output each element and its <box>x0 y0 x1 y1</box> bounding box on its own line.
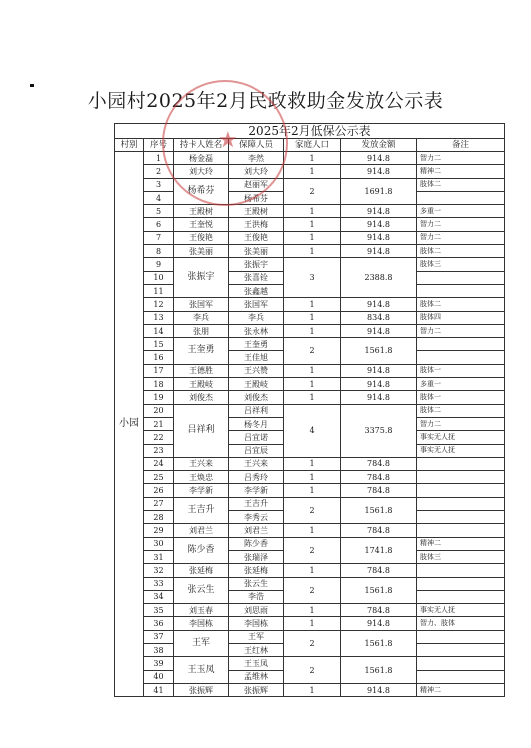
seq-cell: 24 <box>144 457 174 470</box>
note-cell: 肢体二 <box>417 404 505 417</box>
table-row <box>115 165 505 178</box>
amount-cell: 784.8 <box>341 471 417 484</box>
member-cell: 王兴来 <box>229 457 284 470</box>
seq-cell: 16 <box>144 351 174 364</box>
table-row <box>115 564 505 577</box>
note-cell: 精神二 <box>417 165 505 178</box>
member-cell: 张永林 <box>229 324 284 337</box>
member-cell: 李然 <box>229 152 284 165</box>
amount-cell: 1561.8 <box>341 497 417 524</box>
table-row <box>115 218 505 231</box>
people-cell: 2 <box>284 537 341 564</box>
table-row <box>115 364 505 377</box>
note-cell <box>417 484 505 497</box>
seq-cell: 23 <box>144 444 174 457</box>
amount-cell: 784.8 <box>341 604 417 617</box>
people-cell: 2 <box>284 630 341 657</box>
people-cell: 1 <box>284 324 341 337</box>
holder-cell: 王焕忠 <box>174 471 229 484</box>
amount-cell: 914.8 <box>341 231 417 244</box>
table-row <box>115 391 505 404</box>
member-cell: 李国栋 <box>229 617 284 630</box>
people-cell: 1 <box>284 683 341 696</box>
amount-cell: 914.8 <box>341 245 417 258</box>
amount-cell: 1691.8 <box>341 178 417 205</box>
amount-cell: 914.8 <box>341 152 417 165</box>
table-row <box>115 657 505 670</box>
holder-cell: 陈少香 <box>174 537 229 564</box>
seq-cell: 26 <box>144 484 174 497</box>
people-cell: 1 <box>284 524 341 537</box>
table-row <box>115 311 505 324</box>
holder-cell: 杨金磊 <box>174 152 229 165</box>
note-cell <box>417 351 505 364</box>
table-row <box>115 683 505 696</box>
member-cell: 王吉升 <box>229 497 284 510</box>
note-cell <box>417 564 505 577</box>
holder-cell: 王俊艳 <box>174 231 229 244</box>
amount-cell: 914.8 <box>341 683 417 696</box>
holder-cell: 王德胜 <box>174 364 229 377</box>
people-cell: 1 <box>284 378 341 391</box>
note-cell <box>417 670 505 683</box>
column-header: 备注 <box>417 139 505 152</box>
note-cell: 肢体三 <box>417 550 505 563</box>
seq-cell: 7 <box>144 231 174 244</box>
note-cell <box>417 630 505 643</box>
document-title: 小园村2025年2月民政救助金发放公示表 <box>87 90 444 112</box>
seq-cell: 33 <box>144 577 174 590</box>
amount-cell: 3375.8 <box>341 404 417 457</box>
note-cell <box>417 457 505 470</box>
people-cell: 1 <box>284 231 341 244</box>
people-cell: 1 <box>284 165 341 178</box>
seq-cell: 13 <box>144 311 174 324</box>
note-cell <box>417 284 505 297</box>
member-cell: 陈少香 <box>229 537 284 550</box>
holder-cell: 刘俊杰 <box>174 391 229 404</box>
amount-cell: 2388.8 <box>341 258 417 298</box>
holder-cell: 刘大玲 <box>174 165 229 178</box>
member-cell: 李浩 <box>229 590 284 603</box>
seq-cell: 40 <box>144 670 174 683</box>
table-row <box>115 404 505 417</box>
people-cell: 2 <box>284 338 341 365</box>
seq-cell: 3 <box>144 178 174 191</box>
relief-table <box>114 123 505 697</box>
table-row <box>115 497 505 510</box>
holder-cell: 李国栋 <box>174 617 229 630</box>
holder-cell: 张朋 <box>174 324 229 337</box>
holder-cell: 王军 <box>174 630 229 657</box>
seq-cell: 35 <box>144 604 174 617</box>
table-row <box>115 604 505 617</box>
table-row <box>115 617 505 630</box>
table-wrapper <box>114 123 504 697</box>
people-cell: 2 <box>284 657 341 684</box>
amount-cell: 834.8 <box>341 311 417 324</box>
member-cell: 刘大玲 <box>229 165 284 178</box>
note-cell: 肢体一 <box>417 391 505 404</box>
note-cell: 智力二 <box>417 152 505 165</box>
people-cell: 4 <box>284 404 341 457</box>
note-cell: 多重一 <box>417 205 505 218</box>
seq-cell: 41 <box>144 683 174 696</box>
amount-cell: 914.8 <box>341 205 417 218</box>
note-cell: 多重一 <box>417 378 505 391</box>
amount-cell: 1561.8 <box>341 657 417 684</box>
seq-cell: 34 <box>144 590 174 603</box>
table-row <box>115 338 505 351</box>
table-row <box>115 524 505 537</box>
seq-cell: 30 <box>144 537 174 550</box>
seq-cell: 19 <box>144 391 174 404</box>
table-subtitle: 2025年2月低保公示表 <box>115 124 505 139</box>
column-header: 保障人员 <box>229 139 284 152</box>
member-cell: 张延梅 <box>229 564 284 577</box>
table-row <box>115 457 505 470</box>
member-cell: 杨冬月 <box>229 417 284 430</box>
member-cell: 张喜铨 <box>229 271 284 284</box>
member-cell: 张云生 <box>229 577 284 590</box>
note-cell <box>417 657 505 670</box>
people-cell: 3 <box>284 258 341 298</box>
table-row <box>115 324 505 337</box>
table-row <box>115 378 505 391</box>
note-cell: 肢体二 <box>417 298 505 311</box>
member-cell: 张国军 <box>229 298 284 311</box>
holder-cell: 张振宇 <box>174 258 229 298</box>
table-row <box>115 537 505 550</box>
amount-cell: 914.8 <box>341 617 417 630</box>
note-cell: 肢体二 <box>417 178 505 191</box>
seq-cell: 27 <box>144 497 174 510</box>
amount-cell: 914.8 <box>341 165 417 178</box>
member-cell: 张瑞泽 <box>229 550 284 563</box>
people-cell: 1 <box>284 484 341 497</box>
holder-cell: 王吉升 <box>174 497 229 524</box>
note-cell <box>417 191 505 204</box>
note-cell: 智力、肢体 <box>417 617 505 630</box>
note-cell: 智力二 <box>417 417 505 430</box>
holder-cell: 杨希芬 <box>174 178 229 205</box>
note-cell: 事实无人抚 <box>417 444 505 457</box>
people-cell: 1 <box>284 298 341 311</box>
subtitle-row <box>115 124 505 139</box>
seq-cell: 18 <box>144 378 174 391</box>
table-row <box>115 484 505 497</box>
member-cell: 吕秀玲 <box>229 471 284 484</box>
member-cell: 刘俊杰 <box>229 391 284 404</box>
note-cell <box>417 643 505 656</box>
holder-cell: 李学新 <box>174 484 229 497</box>
seq-cell: 2 <box>144 165 174 178</box>
seq-cell: 32 <box>144 564 174 577</box>
note-cell <box>417 271 505 284</box>
member-cell: 王兴赞 <box>229 364 284 377</box>
table-row <box>115 298 505 311</box>
amount-cell: 784.8 <box>341 484 417 497</box>
table-row <box>115 178 505 191</box>
member-cell: 刘君兰 <box>229 524 284 537</box>
people-cell: 1 <box>284 218 341 231</box>
table-row <box>115 205 505 218</box>
holder-cell: 王玉凤 <box>174 657 229 684</box>
note-cell: 事实无人抚 <box>417 431 505 444</box>
member-cell: 张美丽 <box>229 245 284 258</box>
amount-cell: 914.8 <box>341 324 417 337</box>
seq-cell: 28 <box>144 511 174 524</box>
people-cell: 1 <box>284 471 341 484</box>
member-cell: 杨希芬 <box>229 191 284 204</box>
member-cell: 吕祥利 <box>229 404 284 417</box>
holder-cell: 张云生 <box>174 577 229 604</box>
note-cell: 精神二 <box>417 683 505 696</box>
seq-cell: 10 <box>144 271 174 284</box>
seq-cell: 31 <box>144 550 174 563</box>
seq-cell: 4 <box>144 191 174 204</box>
member-cell: 王殿树 <box>229 205 284 218</box>
people-cell: 1 <box>284 457 341 470</box>
people-cell: 1 <box>284 152 341 165</box>
holder-cell: 王殿岐 <box>174 378 229 391</box>
amount-cell: 914.8 <box>341 218 417 231</box>
note-cell <box>417 338 505 351</box>
amount-cell: 914.8 <box>341 298 417 311</box>
seq-cell: 21 <box>144 417 174 430</box>
holder-cell: 刘君兰 <box>174 524 229 537</box>
seq-cell: 6 <box>144 218 174 231</box>
people-cell: 1 <box>284 245 341 258</box>
seq-cell: 29 <box>144 524 174 537</box>
people-cell: 2 <box>284 577 341 604</box>
amount-cell: 914.8 <box>341 364 417 377</box>
people-cell: 1 <box>284 604 341 617</box>
column-header: 家庭人口 <box>284 139 341 152</box>
seq-cell: 39 <box>144 657 174 670</box>
amount-cell: 1561.8 <box>341 338 417 365</box>
note-cell: 智力二 <box>417 324 505 337</box>
seq-cell: 25 <box>144 471 174 484</box>
people-cell: 1 <box>284 564 341 577</box>
table-row <box>115 152 505 165</box>
member-cell: 张振辉 <box>229 683 284 696</box>
holder-cell: 王奎悦 <box>174 218 229 231</box>
member-cell: 王洪梅 <box>229 218 284 231</box>
amount-cell: 784.8 <box>341 457 417 470</box>
people-cell: 1 <box>284 311 341 324</box>
holder-cell: 王兴来 <box>174 457 229 470</box>
column-header: 村别 <box>115 139 144 152</box>
member-cell: 王佳旭 <box>229 351 284 364</box>
member-cell: 李秀云 <box>229 511 284 524</box>
member-cell: 孟维林 <box>229 670 284 683</box>
people-cell: 1 <box>284 205 341 218</box>
seq-cell: 9 <box>144 258 174 271</box>
seq-cell: 36 <box>144 617 174 630</box>
holder-cell: 王殿树 <box>174 205 229 218</box>
note-cell: 肢体二 <box>417 245 505 258</box>
note-cell: 精神二 <box>417 537 505 550</box>
seq-cell: 8 <box>144 245 174 258</box>
member-cell: 王殿岐 <box>229 378 284 391</box>
column-header: 持卡人姓名 <box>174 139 229 152</box>
holder-cell: 张延梅 <box>174 564 229 577</box>
seq-cell: 38 <box>144 643 174 656</box>
seq-cell: 12 <box>144 298 174 311</box>
member-cell: 李兵 <box>229 311 284 324</box>
people-cell: 2 <box>284 497 341 524</box>
member-cell: 王俊艳 <box>229 231 284 244</box>
note-cell: 智力二 <box>417 218 505 231</box>
member-cell: 张鑫越 <box>229 284 284 297</box>
seq-cell: 14 <box>144 324 174 337</box>
note-cell: 智力二 <box>417 231 505 244</box>
member-cell: 赵丽军 <box>229 178 284 191</box>
header-row <box>115 139 505 152</box>
amount-cell: 914.8 <box>341 378 417 391</box>
member-cell: 王军 <box>229 630 284 643</box>
holder-cell: 张振辉 <box>174 683 229 696</box>
note-cell: 肢体四 <box>417 311 505 324</box>
seq-cell: 37 <box>144 630 174 643</box>
seq-cell: 17 <box>144 364 174 377</box>
village-cell: 小园 <box>115 152 144 697</box>
people-cell: 1 <box>284 617 341 630</box>
holder-cell: 刘玉春 <box>174 604 229 617</box>
seq-cell: 1 <box>144 152 174 165</box>
seq-cell: 15 <box>144 338 174 351</box>
holder-cell: 王奎勇 <box>174 338 229 365</box>
people-cell: 2 <box>284 178 341 205</box>
amount-cell: 1561.8 <box>341 577 417 604</box>
seal-star-icon: ★ <box>218 128 238 153</box>
member-cell: 张振宇 <box>229 258 284 271</box>
amount-cell: 1741.8 <box>341 537 417 564</box>
holder-cell: 张国军 <box>174 298 229 311</box>
table-row <box>115 231 505 244</box>
member-cell: 王红林 <box>229 643 284 656</box>
holder-cell: 李兵 <box>174 311 229 324</box>
column-header: 发放金额 <box>341 139 417 152</box>
people-cell: 1 <box>284 391 341 404</box>
amount-cell: 914.8 <box>341 391 417 404</box>
note-cell <box>417 577 505 590</box>
member-cell: 吕宜辰 <box>229 444 284 457</box>
table-row <box>115 630 505 643</box>
seq-cell: 11 <box>144 284 174 297</box>
column-header: 序号 <box>144 139 174 152</box>
amount-cell: 784.8 <box>341 524 417 537</box>
table-row <box>115 258 505 271</box>
amount-cell: 784.8 <box>341 564 417 577</box>
table-row <box>115 471 505 484</box>
note-cell <box>417 471 505 484</box>
member-cell: 刘思雨 <box>229 604 284 617</box>
people-cell: 1 <box>284 364 341 377</box>
note-cell: 事实无人抚 <box>417 604 505 617</box>
note-cell: 肢体三 <box>417 258 505 271</box>
seq-cell: 5 <box>144 205 174 218</box>
note-cell: 肢体一 <box>417 364 505 377</box>
amount-cell: 1561.8 <box>341 630 417 657</box>
note-cell <box>417 524 505 537</box>
note-cell <box>417 511 505 524</box>
note-cell <box>417 590 505 603</box>
holder-cell: 吕祥利 <box>174 404 229 457</box>
member-cell: 李学新 <box>229 484 284 497</box>
note-cell <box>417 497 505 510</box>
member-cell: 吕宜诺 <box>229 431 284 444</box>
table-row <box>115 245 505 258</box>
holder-cell: 张美丽 <box>174 245 229 258</box>
seq-cell: 20 <box>144 404 174 417</box>
member-cell: 王玉凤 <box>229 657 284 670</box>
member-cell: 王奎勇 <box>229 338 284 351</box>
table-row <box>115 577 505 590</box>
seq-cell: 22 <box>144 431 174 444</box>
